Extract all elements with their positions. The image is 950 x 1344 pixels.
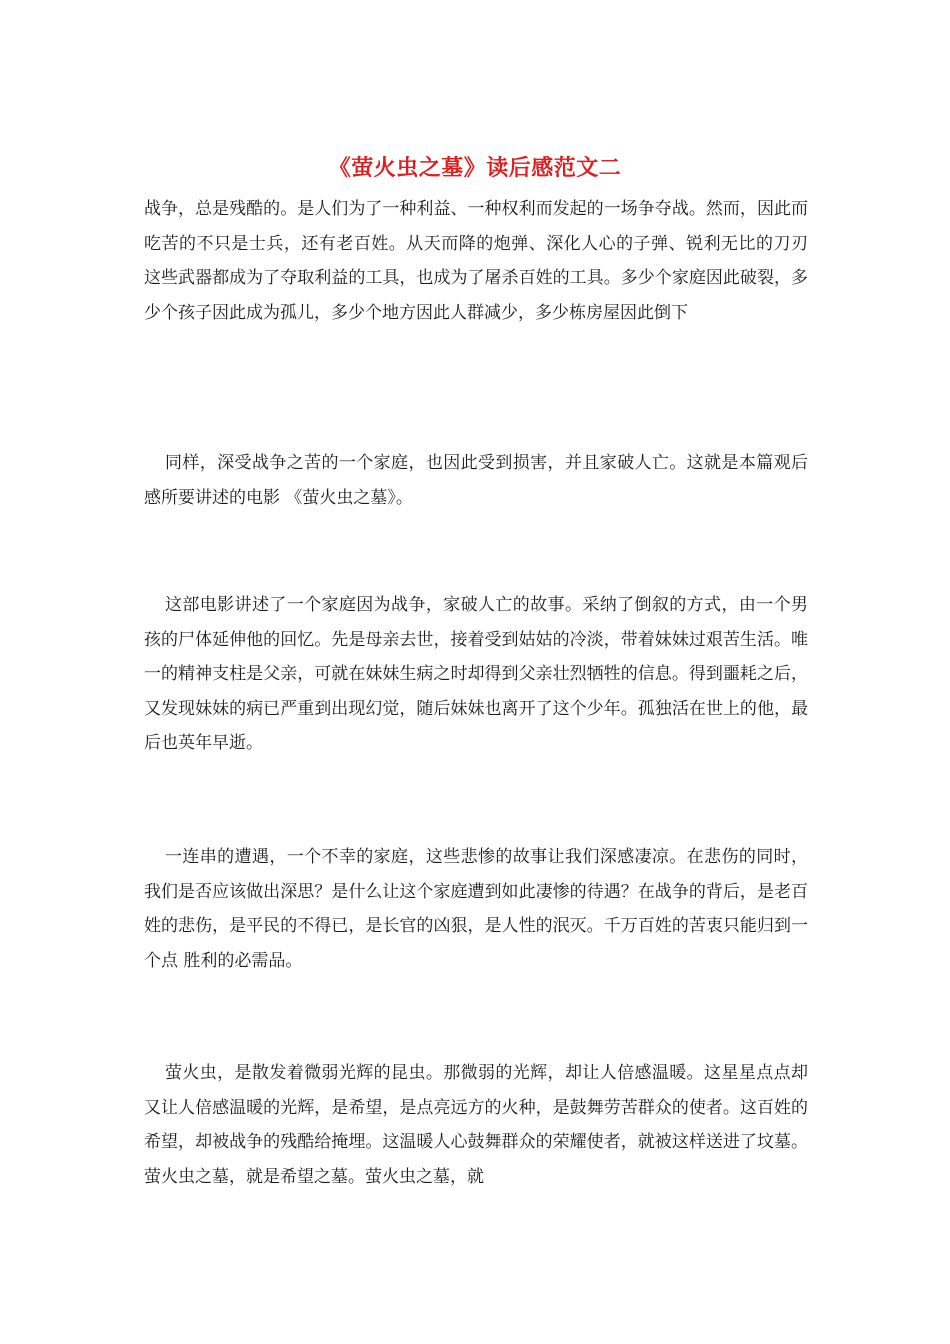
- paragraph-1: 战争，总是残酷的。是人们为了一种利益、一种权利而发起的一场争夺战。然而，因此而吃苦的不只是士兵，还有老百姓。从天而降的炮弹、深化人心的子弹、锐利无比的刀刃 这些武器都成为了夺取利益的工具，也成为了屠杀百姓的工具。多少个家庭因此破裂，多少个孩子因此成为孤儿，多少个地方因此人群减少，多少栋房屋因此倒下: [144, 199, 808, 323]
- paragraph-2: 同样，深受战争之苦的一个家庭，也因此受到损害，并且家破人亡。这就是本篇观后感所要讲述的电影 《萤火虫之墓》。: [144, 453, 808, 508]
- document-title: 《萤火虫之墓》读后感范文二: [328, 155, 622, 181]
- paragraph-3: 这部电影讲述了一个家庭因为战争，家破人亡的故事。采纳了倒叙的方式，由一个男孩的尸体延伸他的回忆。先是母亲去世，接着受到姑姑的冷淡，带着妹妹过艰苦生活。唯一的精神支柱是父亲，可就在妹妹生病之时却得到父亲壮烈牺牲的信息。得到噩耗之后，又发现妹妹的病已严重到出现幻觉，随后妹妹也离开了这个少年。孤独活在世上的他，最后也英年早逝。: [144, 595, 808, 753]
- paragraph-4: 一连串的遭遇，一个不幸的家庭，这些悲惨的故事让我们深感凄凉。在悲伤的同时，我们是否应该做出深思？是什么让这个家庭遭到如此凄惨的待遇？在战争的背后，是老百姓的悲伤，是平民的不得已，是长官的凶狠，是人性的泯灭。千万百姓的苦衷只能归到一个点 胜利的必需品。: [144, 847, 808, 971]
- paragraph-5: 萤火虫，是散发着微弱光辉的昆虫。那微弱的光辉，却让人倍感温暖。这星星点点却又让人倍感温暖的光辉，是希望，是点亮远方的火种，是鼓舞劳苦群众的使者。这百姓的希望，却被战争的残酷给掩埋。这温暖人心鼓舞群众的荣耀使者，就被这样送进了坟墓。萤火虫之墓，就是希望之墓。萤火虫之墓，就: [144, 1063, 808, 1187]
